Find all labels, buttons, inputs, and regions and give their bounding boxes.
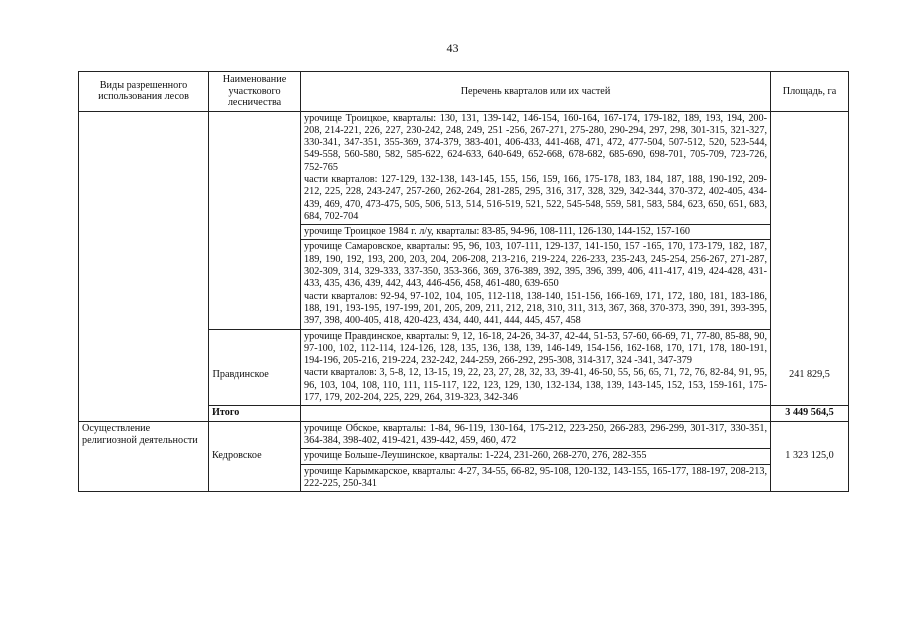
- samarovskoe-parts: части кварталов: 92-94, 97-102, 104, 105, 112-118, 138-140, 151-156, 166-169, 171, 172, 180, 181, 183-186, 188, 191, 193-195, 197-199, 201, 205, 209, 211, 212, 218, 310, 311, 313, 367, 368, 370-373, 390, 391, 393-395, 397, 398, 400-405, 418, 420-423, 434, 440, 441, 444, 445, 457, 458: [304, 290, 767, 327]
- pravdinskoe-forestry: Правдинское: [212, 369, 269, 381]
- troitskoe-parts: части кварталов: 127-129, 132-138, 143-145, 155, 156, 159, 166, 175-178, 183, 184, 187, 188, 190-192, 209-212, 225, 228, 243-247, 257-260, 262-264, 281-285, 295, 316, 317, 328, 329, 342-344, 370-372, 402-405, 434-439, 469, 470, 473-475, 505, 506, 513, 514, 516-519, 521, 522, 545-548, 559, 581, 583, 584, 623, 650, 651, 683, 684, 702-704: [304, 173, 767, 222]
- header-forestry: Наименование участкового лесничества: [209, 72, 301, 112]
- forest-use-table: [78, 71, 849, 492]
- page-number: 43: [446, 41, 459, 55]
- pravdinskoe-quarters: урочище Правдинское, кварталы: 9, 12, 16-18, 24-26, 34-37, 42-44, 51-53, 57-60, 66-69, 71, 77-80, 85-88, 90, 97-100, 102, 112-114, 124-126, 128, 135, 136, 138, 139, 146-149, 154-156, 162-168, 170, 171, 178, 180-191, 194-196, 205-216, 219-224, 232-242, 244-259, 266-292, 295-308, 314-317, 324 -341, 347-379: [304, 330, 767, 367]
- obskoe-cell: урочище Обское, кварталы: 1-84, 96-119, 130-164, 175-212, 223-250, 266-283, 296-299, 301-317, 330-351, 364-384, 398-402, 419-421, 439-442, 459, 460, 472: [301, 421, 771, 449]
- troitskoe1984-cell: урочище Троицкое 1984 г. л/у, кварталы: 83-85, 94-96, 108-111, 126-130, 144-152, 157-160: [301, 225, 771, 240]
- samarovskoe-cell: [301, 240, 771, 329]
- header-area: Площадь, га: [771, 72, 849, 112]
- leushinskoe-cell: урочище Больше-Леушинское, кварталы: 1-224, 231-260, 268-270, 276, 282-355: [301, 449, 771, 464]
- samarovskoe-quarters: урочище Самаровское, кварталы: 95, 96, 103, 107-111, 129-137, 141-150, 157 -165, 170, 173-179, 182, 187, 189, 190, 192, 193, 200, 203, 204, 206-208, 213-216, 219-224, 226-233, 235-243, 245-254, 256-267, 271-287, 302-309, 314, 329-333, 337-350, 353-366, 369, 376-389, 392, 395, 396, 399, 406, 411-417, 419, 424-428, 431-433, 435, 436, 439, 442, 443, 446-456, 458, 461-480, 639-650: [304, 241, 767, 290]
- total-label: Итого: [209, 406, 301, 421]
- header-types: Виды разрешенного использования лесов: [79, 72, 209, 112]
- forestry-cell-empty: [209, 111, 301, 406]
- table-row: [79, 421, 849, 449]
- pravdinskoe-area: 241 829,5: [789, 369, 830, 381]
- religious-forestry: Кедровское: [209, 421, 301, 491]
- karymkarskoe-cell: урочище Карымкарское, кварталы: 4-27, 34-55, 66-82, 95-108, 120-132, 143-155, 165-177, 188-197, 208-213, 222-225, 250-341: [301, 464, 771, 492]
- table-header-row: [79, 72, 849, 112]
- total-area: 3 449 564,5: [771, 406, 849, 421]
- troitskoe-quarters: урочище Троицкое, кварталы: 130, 131, 139-142, 146-154, 160-164, 167-174, 179-182, 189, 193, 194, 200-208, 214-221, 226, 227, 230-242, 248, 249, 251 -256, 267-271, 275-280, 290-294, 297, 298, 301-315, 321-327, 330-341, 347-351, 355-369, 374-379, 383-401, 406-433, 441-468, 471, 472, 477-504, 507-512, 520, 523-544, 549-558, 560-580, 582, 585-622, 624-633, 640-649, 652-668, 678-682, 685-690, 698-701, 705-709, 723-726, 752-765: [304, 112, 767, 173]
- troitskoe-cell: [301, 111, 771, 225]
- table-row: [79, 111, 849, 225]
- total-quarters-empty: [301, 406, 771, 421]
- types-cell-empty: [79, 111, 209, 421]
- religious-type: Осуществление религиозной деятельности: [79, 421, 209, 491]
- header-quarters: Перечень кварталов или их частей: [301, 72, 771, 112]
- area-cell-upper: [771, 111, 849, 406]
- pravdinskoe-parts: части кварталов: 3, 5-8, 12, 13-15, 19, 22, 23, 27, 28, 32, 33, 39-41, 46-50, 55, 56, 65, 71, 72, 76, 82-84, 91, 95, 96, 103, 104, 108, 110, 111, 115-117, 122, 123, 129, 130, 132-134, 138, 139, 143-145, 152, 153, 159-161, 175-177, 179, 202-204, 225, 229, 264, 319-323, 342-346: [304, 367, 767, 404]
- pravdinskoe-cell: [301, 329, 771, 406]
- religious-area: 1 323 125,0: [771, 421, 849, 491]
- forestry-divider: [209, 329, 301, 330]
